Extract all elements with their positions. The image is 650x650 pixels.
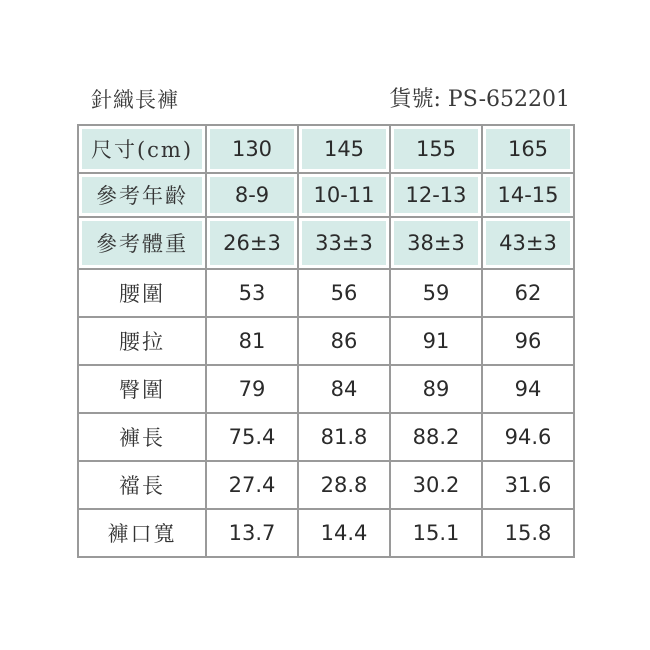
table-cell: 81 [206, 317, 298, 365]
row-label: 參考體重 [78, 217, 206, 269]
row-label: 褲口寬 [78, 509, 206, 557]
table-cell: 43±3 [482, 217, 574, 269]
table-cell: 53 [206, 269, 298, 317]
table-cell: 96 [482, 317, 574, 365]
table-cell: 81.8 [298, 413, 390, 461]
table-cell: 94.6 [482, 413, 574, 461]
table-row-rise [78, 461, 574, 509]
table-cell: 94 [482, 365, 574, 413]
table-cell: 145 [298, 125, 390, 173]
table-cell: 155 [390, 125, 482, 173]
product-title: 針織長褲 [91, 88, 179, 112]
table-row-weight [78, 217, 574, 269]
table-cell: 30.2 [390, 461, 482, 509]
table-row-waist-stretch [78, 317, 574, 365]
table-row-pants-length [78, 413, 574, 461]
row-label: 參考年齡 [78, 173, 206, 217]
table-cell: 88.2 [390, 413, 482, 461]
table-cell: 28.8 [298, 461, 390, 509]
size-chart-table [77, 124, 575, 558]
table-cell: 31.6 [482, 461, 574, 509]
table-row-size [78, 125, 574, 173]
table-cell: 8-9 [206, 173, 298, 217]
table-cell: 165 [482, 125, 574, 173]
table-cell: 10-11 [298, 173, 390, 217]
table-cell: 84 [298, 365, 390, 413]
table-cell: 38±3 [390, 217, 482, 269]
table-cell: 15.1 [390, 509, 482, 557]
table-cell: 14.4 [298, 509, 390, 557]
table-cell: 26±3 [206, 217, 298, 269]
table-row-age [78, 173, 574, 217]
table-cell: 91 [390, 317, 482, 365]
table-cell: 33±3 [298, 217, 390, 269]
row-label: 褲長 [78, 413, 206, 461]
row-label: 尺寸(cm) [78, 125, 206, 173]
product-number: 貨號: PS-652201 [389, 87, 570, 112]
table-row-hip [78, 365, 574, 413]
table-cell: 75.4 [206, 413, 298, 461]
table-cell: 62 [482, 269, 574, 317]
table-cell: 79 [206, 365, 298, 413]
table-cell: 59 [390, 269, 482, 317]
table-row-waist [78, 269, 574, 317]
row-label: 腰圍 [78, 269, 206, 317]
table-cell: 86 [298, 317, 390, 365]
table-cell: 56 [298, 269, 390, 317]
row-label: 臀圍 [78, 365, 206, 413]
table-cell: 13.7 [206, 509, 298, 557]
table-cell: 14-15 [482, 173, 574, 217]
row-label: 襠長 [78, 461, 206, 509]
table-cell: 15.8 [482, 509, 574, 557]
table-row-leg-opening [78, 509, 574, 557]
table-cell: 12-13 [390, 173, 482, 217]
row-label: 腰拉 [78, 317, 206, 365]
table-cell: 89 [390, 365, 482, 413]
table-cell: 130 [206, 125, 298, 173]
table-cell: 27.4 [206, 461, 298, 509]
